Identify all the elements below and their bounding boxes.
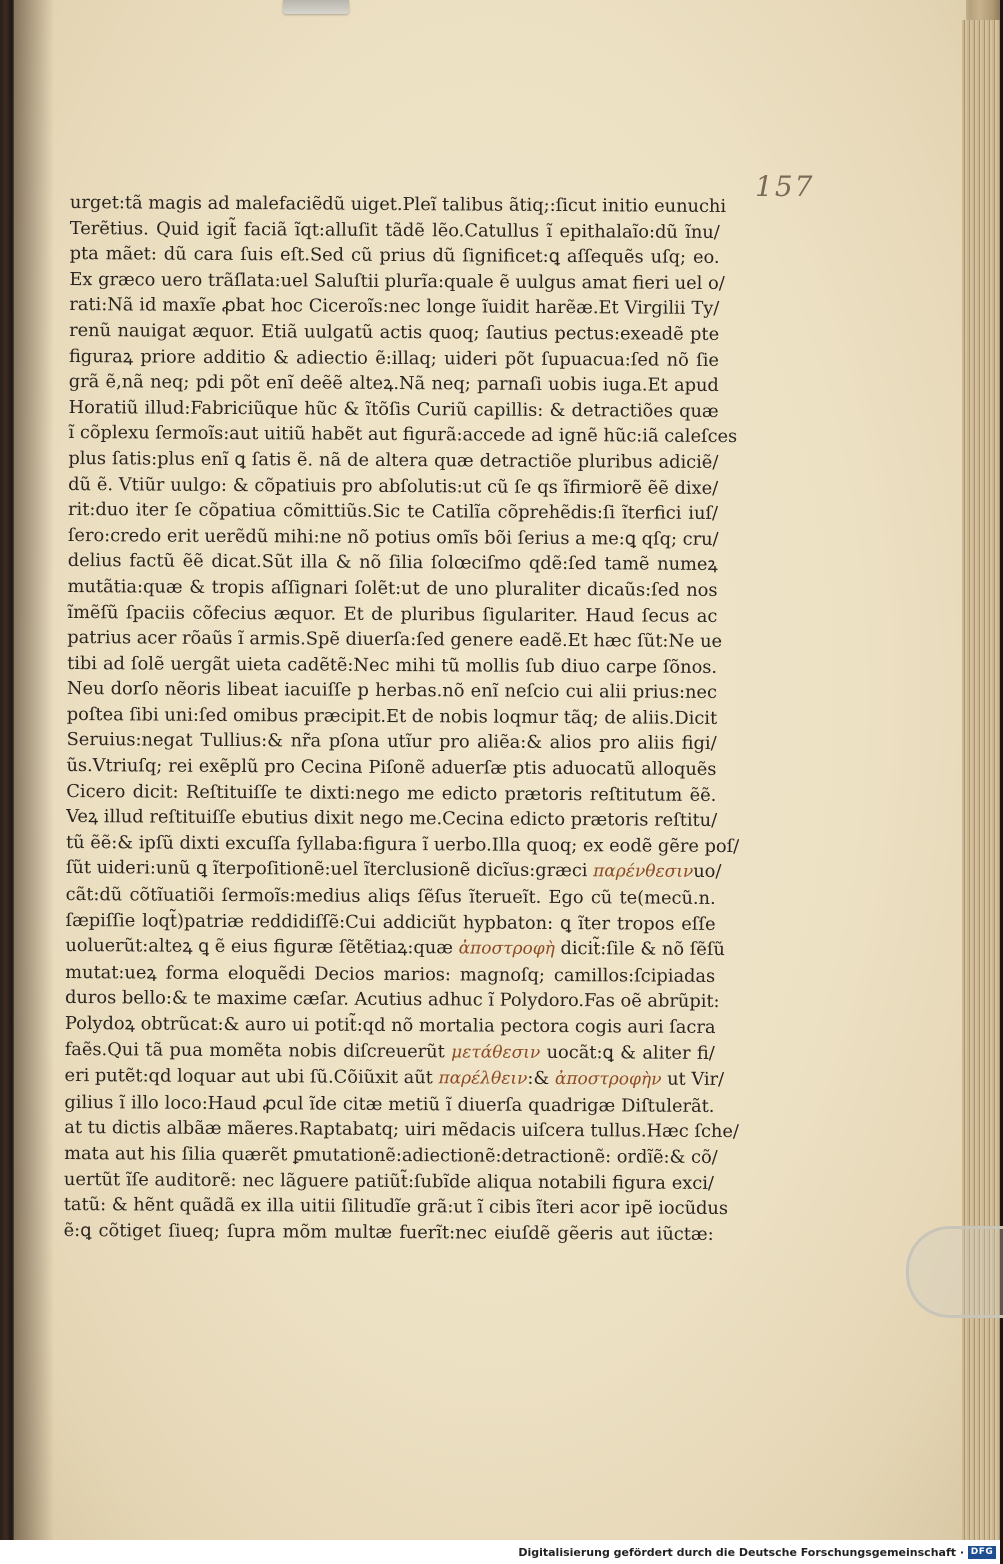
text-line: at tu dictis albãæ mãeres.Raptabatq; uiri mẽdacis uiſcera tullus.Hæc ſche/ — [64, 1117, 739, 1143]
text-line: Ex græco uero trãſlata:uel Saluſtii plurĩa:quale ẽ uulgus amat fieri uel o/ — [69, 268, 725, 294]
text-line: poſtea ſibi uni:ſed omibus præcipit.Et de nobis loqmur tãq; de aliis.Dicit — [66, 703, 718, 729]
text-line: figuraꝝ priore additio & adiectio ẽ:illaq; uideri põt ſupuacua:ſed nõ ſie — [68, 345, 720, 371]
dfg-logo: DFG — [968, 1546, 996, 1559]
handwritten-greek-word: ἀποστροφὴν — [554, 1069, 662, 1090]
text-line: Neu dorſo nẽoris libeat iacuiſſe p herbas.nõ enĩ neſcio cui alii prius:nec — [66, 678, 718, 704]
page-edge-stack — [962, 20, 1000, 1550]
text-line: renũ nauigat æquor. Etiã uulgatũ actis quoq; ſautius pectus:exeadẽ pte — [69, 319, 720, 345]
handwritten-greek-word: μετάθεσιν — [451, 1041, 541, 1063]
text-segment: uo/ — [693, 861, 722, 883]
text-line: mutãtia:quæ & tropis aſſignari ſolẽt:ut de uno pluraliter dicaũs:ſed nos — [67, 575, 718, 601]
text-line: gilius ĩ illo loco:Haud ꝓcul ĩde citæ metiũ ĩ diuerſa quadrigæ Diſtulerãt. — [64, 1091, 715, 1117]
text-line: delius factũ ẽẽ dicat.Sũt illa & nõ ſilia ſolœciſmo qdẽ:ſed tamẽ numeꝝ — [67, 550, 718, 576]
text-line: mutat:ueꝝ forma eloquẽdi Decios marios: magnoſq; camillos:ſcipiadas — [65, 961, 716, 987]
text-line: Terẽtius. Quid igit̃ faciã ĩqt:alluſit tãdẽ lẽo.Catullus ĩ epithalaĩo:dũ ĩnu/ — [69, 217, 720, 243]
text-line: duros bello:& te maxime cæſar. Acutius adhuc ĩ Polydoro.Fas oẽ abrũpit: — [65, 987, 720, 1013]
text-line: urget:tã magis ad malefaciẽdũ uiget.Pleĩ talibus ãtiq;:ſicut initio eunuchi — [69, 191, 727, 218]
text-line: ſæpiſſie loqt̃)patriæ reddidiſſẽ:Cui addiciũt hypbaton: ꝗ ĩter tropos eſſe — [65, 909, 716, 935]
handwritten-greek-word: παρέλθειν — [438, 1068, 528, 1089]
text-segment: ut Vir/ — [667, 1068, 725, 1091]
text-line: Horatiũ illud:Fabriciũque hũc & ĩtõſis Curiũ capillis: & detractiões quæ — [68, 396, 719, 422]
text-line: tibi ad ſolẽ uergãt uieta cadẽtẽ:Nec mihi tũ mollis ſub diuo carpe ſõnos. — [67, 652, 718, 678]
text-segment: dicit̃:ſile & nõ ſẽſũ — [560, 938, 725, 961]
folio-number: 157 — [755, 170, 815, 203]
text-line: Seruius:negat Tullius:& nr̃a pſona utĩur pro aliẽa:& alios pro aliis figi/ — [66, 729, 717, 755]
text-segment: uocãt:ꝗ & aliter fi/ — [546, 1041, 715, 1064]
text-line: rit:duo iter ſe cõpatiua cõmittiũs.Sic te Catilĩa cõprehẽdis:ſi ĩterfici iuſ/ — [67, 499, 719, 525]
text-line-with-marginalia — [65, 1037, 715, 1068]
text-segment: uoluerũt:alteꝝ ꝗ ẽ eius figuræ ſẽtẽtiaꝝ:quæ — [65, 935, 454, 959]
text-line: ĩmẽſũ ſpaciis cõfecius æquor. Et de pluribus ſigulariter. Haud ſecus ac — [67, 601, 718, 627]
footer-bar — [0, 1540, 1000, 1564]
text-line: patrius acer rõaũs ĩ armis.Spẽ diuerſa:ſed genere eadẽ.Et hæc ſũt:Ne ue — [67, 627, 723, 653]
gutter-shadow — [14, 0, 54, 1540]
bookmark-ribbon — [283, 0, 349, 14]
text-line: grã ẽ,nã neq; pdi põt enĩ deẽẽ alteꝝ.Nã neq; parnaſi uobis iuga.Et apud — [68, 371, 719, 397]
page-clip — [906, 1226, 1003, 1318]
text-segment: eri putẽt:qd loquar aut ubi ſũ.Cõiũxit aũt — [64, 1065, 433, 1089]
text-line: pta mãet: dũ cara ſuis eſt.Sed cũ prius dũ ſignificet:ꝗ aſſequẽs uſq; eo. — [69, 243, 720, 269]
text-line: tũ ẽẽ:& ipſũ dixti excuſſa ſyllaba:figura ĩ uerbo.Illa quoq; ex eodẽ gẽre poſ/ — [65, 831, 740, 857]
text-line: ẽ:ꝗ cõtiget ſiueq; ſupra mõm multæ fuerĩt:nec eiuſdẽ gẽeris aut iũctæ: — [63, 1219, 714, 1245]
text-line-with-marginalia — [64, 1063, 725, 1094]
text-block — [63, 190, 740, 1247]
text-line: dũ ẽ. Vtiũr uulgo: & cõpatiuis pro abſolutis:ut cũ ſe qs ĩfirmiorẽ ẽẽ dixe/ — [68, 473, 719, 499]
text-line: plus ſatis:plus enĩ ꝗ ſatis ẽ. nã de altera quæ detractiõe pluribus adiciẽ/ — [68, 447, 719, 473]
handwritten-greek-word: παρένθεσιν — [593, 861, 694, 883]
text-line: Cicero dicit: Reſtituiſſe te dixti:nego me edicto prætoris reſtitutum ẽẽ. — [66, 780, 717, 806]
text-line: Polydoꝝ obtrũcat:& auro ui potit̃:qd nõ mortalia pectora cogis auri ſacra — [64, 1012, 716, 1038]
text-segment: :& — [527, 1067, 550, 1090]
text-line: Veꝝ illud reſtituiſſe ebutius dixit nego me.Cecina edicto prætoris reſtitu/ — [66, 806, 718, 832]
text-line: ſero:credo erit uerẽdũ mihi:ne nõ potius omĩs bõi ſerius a me:ꝗ qſq; cru/ — [67, 524, 719, 550]
text-line: ũs.Vtriuſq; rei exẽplũ pro Cecina Piſonẽ aduerſæ ptis aduocatũ alloquẽs — [66, 755, 717, 781]
text-line: rati:Nã id maxĩe ꝓbat hoc Ciceroĩs:nec longe ĩuidit harẽæ.Et Virgilii Ty/ — [69, 294, 720, 320]
text-segment: ſũt uideri:unũ ꝗ ĩterpoſitionẽ:uel ĩterclusionẽ dicĩus:græci — [65, 857, 588, 882]
text-line-with-marginalia — [65, 855, 722, 886]
handwritten-greek-word: ἀποστροφὴ — [458, 938, 555, 960]
text-line: mata aut his ſilia quærẽt ꝑmutationẽ:adiectionẽ:detractionẽ: ordĩẽ:& cõ/ — [64, 1142, 718, 1168]
digitization-credit: Digitalisierung gefördert durch die Deutsche Forschungsgemeinschaft · — [518, 1546, 964, 1559]
text-line: uertũt ĩſe auditorẽ: nec lãguere patiũt̃:ſubĩde aliqua notabili figura exci/ — [63, 1168, 715, 1194]
text-line: tatũ: & hẽnt quãdã ex illa uitii ſilitudĩe grã:ut ĩ cibis ĩteri acor ipẽ iocũdus — [63, 1194, 729, 1220]
text-segment: faẽs.Qui tã pua momẽta nobis diſcreuerũt — [64, 1038, 445, 1062]
text-line: cãt:dũ cõtĩuatiõi ſermoĩs:medius aliqs ſẽſus ĩterueĩt. Ego cũ te(mecũ.n. — [65, 884, 716, 909]
text-line: ĩ cõplexu ſermoĩs:aut uitiũ habẽt aut figurã:accede ad ignẽ hũc:iã caleſces — [68, 422, 738, 448]
text-line-with-marginalia — [65, 933, 725, 964]
